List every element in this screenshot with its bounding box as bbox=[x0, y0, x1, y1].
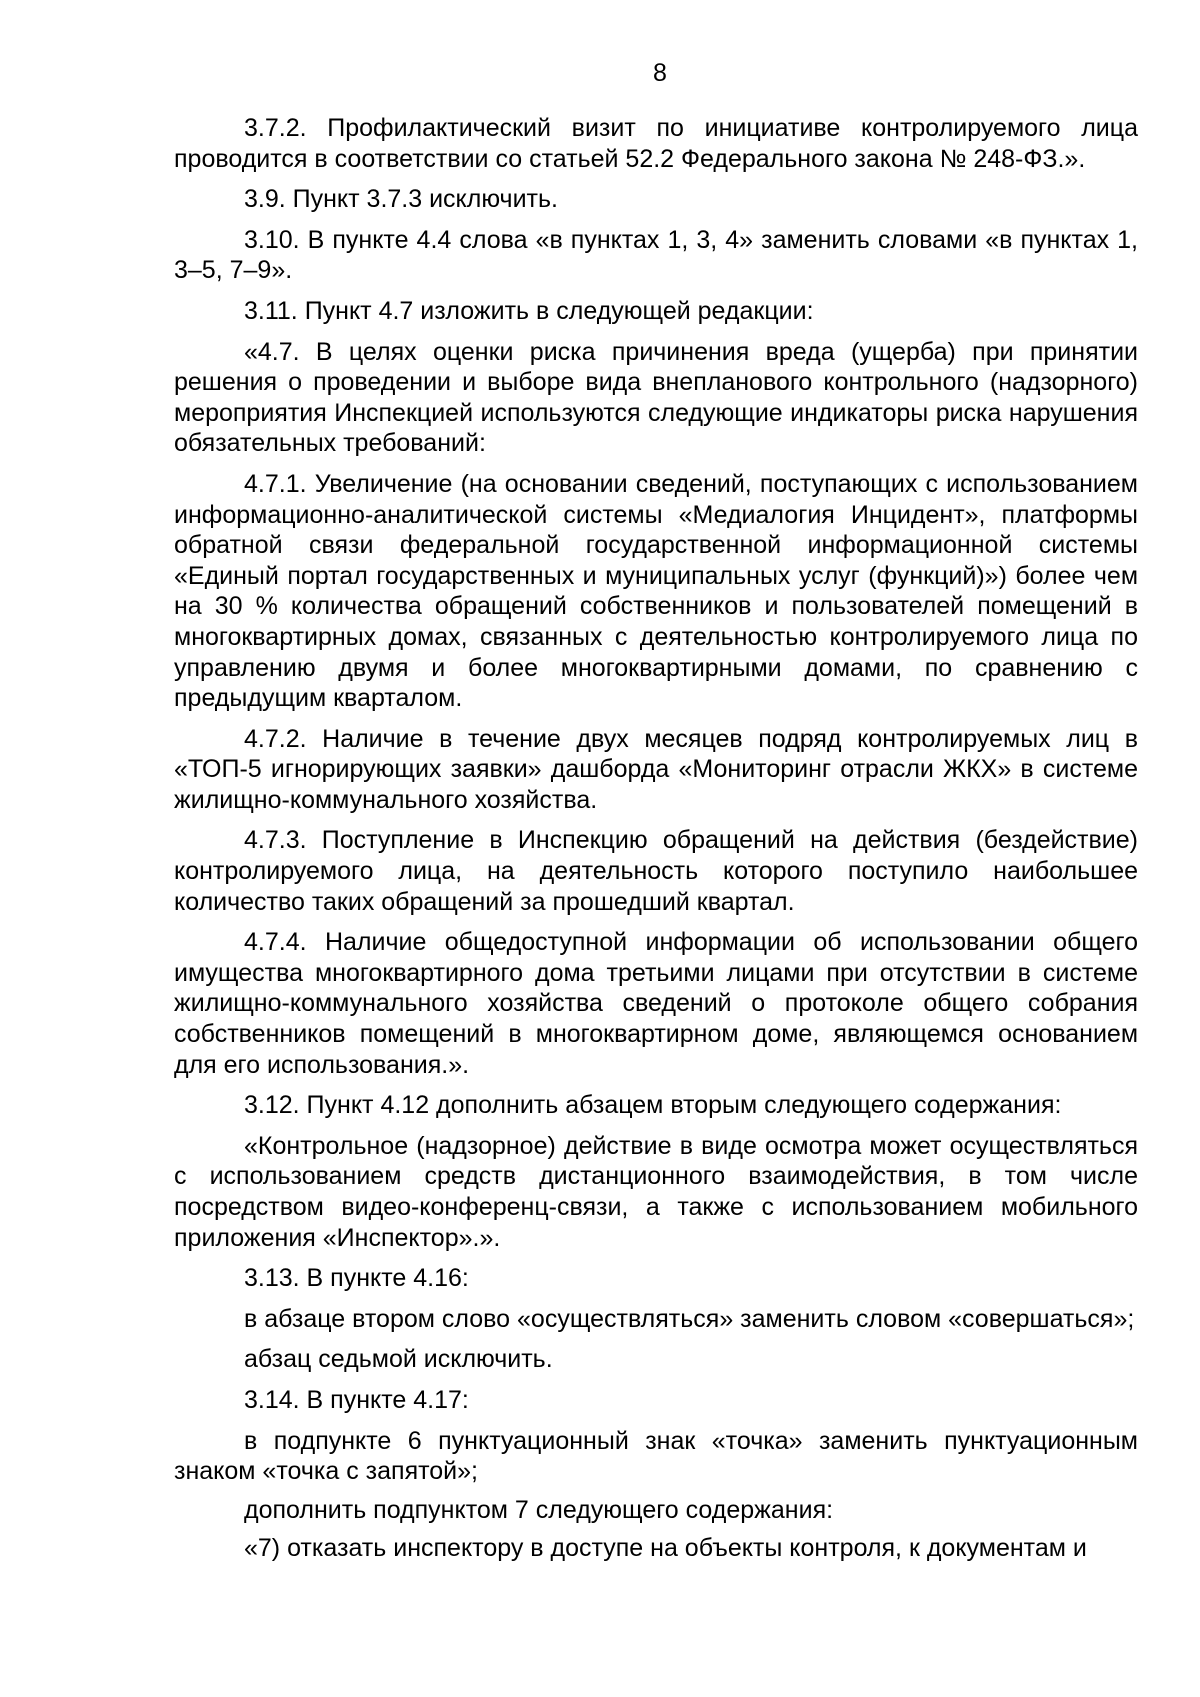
paragraph-4-7: «4.7. В целях оценки риска причинения вреда (ущерба) при принятии решения о проведении и выборе вида внепланового контрольного (надзорного) мероприятия Инспекцией используются следующие индикаторы риска нарушения обязательных требований: bbox=[174, 337, 1138, 458]
paragraph-3-14: 3.14. В пункте 4.17: bbox=[244, 1385, 469, 1414]
paragraph-3-11: 3.11. Пункт 4.7 изложить в следующей редакции: bbox=[244, 296, 814, 325]
paragraph-3-14-a: в подпункте 6 пунктуационный знак «точка» заменить пунктуационным знаком «точка с запятой»; bbox=[174, 1426, 1138, 1486]
paragraph-4-7-4: 4.7.4. Наличие общедоступной информации об использовании общего имущества многоквартирного дома третьими лицами при отсутствии в системе жилищно-коммунального хозяйства сведений о протоколе общего собрания собственников помещений в многоквартирном доме, являющемся основанием для его использования.». bbox=[174, 928, 1138, 1079]
paragraph-quote-inspector: «Контрольное (надзорное) действие в виде осмотра может осуществляться с использованием средств дистанционного взаимодействия, в том числе посредством видео-конференц-связи, а также с использованием мобильного приложения «Инспектор».». bbox=[174, 1131, 1138, 1252]
document-body bbox=[174, 113, 1138, 1564]
paragraph-4-7-3: 4.7.3. Поступление в Инспекцию обращений на действия (бездействие) контролируемого лица, на деятельность которого поступило наибольшее количество таких обращений за прошедший квартал. bbox=[174, 826, 1138, 916]
paragraph-3-14-c: «7) отказать инспектору в доступе на объекты контроля, к документам и bbox=[244, 1534, 1087, 1563]
paragraph-3-12: 3.12. Пункт 4.12 дополнить абзацем вторым следующего содержания: bbox=[244, 1091, 1062, 1120]
paragraph-3-13-b: абзац седьмой исключить. bbox=[244, 1345, 553, 1374]
paragraph-3-7-2: 3.7.2. Профилактический визит по инициативе контролируемого лица проводится в соответствии со статьей 52.2 Федерального закона № 248-ФЗ.». bbox=[174, 114, 1138, 173]
paragraph-4-7-2: 4.7.2. Наличие в течение двух месяцев подряд контролируемых лиц в «ТОП-5 игнорирующих заявки» дашборда «Мониторинг отрасли ЖКХ» в системе жилищно-коммунального хозяйства. bbox=[174, 724, 1138, 814]
paragraph-4-7-1: 4.7.1. Увеличение (на основании сведений, поступающих с использованием информационно-аналитической системы «Медиалогия Инцидент», платформы обратной связи федеральной государственной информационной системы «Единый портал государственных и муниципальных услуг (функций)») более чем на 30 % количества обращений собственников и пользователей помещений в многоквартирных домах, связанных с деятельностью контролируемого лица по управлению двумя и более многоквартирными домами, по сравнению с предыдущим кварталом. bbox=[174, 469, 1138, 713]
paragraph-3-13-a: в абзаце втором слово «осуществляться» заменить словом «совершаться»; bbox=[244, 1304, 1135, 1333]
page-number: 8 bbox=[653, 59, 667, 87]
paragraph-3-10: 3.10. В пункте 4.4 слова «в пунктах 1, 3, 4» заменить словами «в пунктах 1, 3–5, 7–9». bbox=[174, 225, 1138, 285]
paragraph-3-13: 3.13. В пункте 4.16: bbox=[244, 1264, 469, 1293]
paragraph-3-14-b: дополнить подпунктом 7 следующего содержания: bbox=[244, 1495, 834, 1524]
paragraph-3-9: 3.9. Пункт 3.7.3 исключить. bbox=[244, 185, 558, 214]
